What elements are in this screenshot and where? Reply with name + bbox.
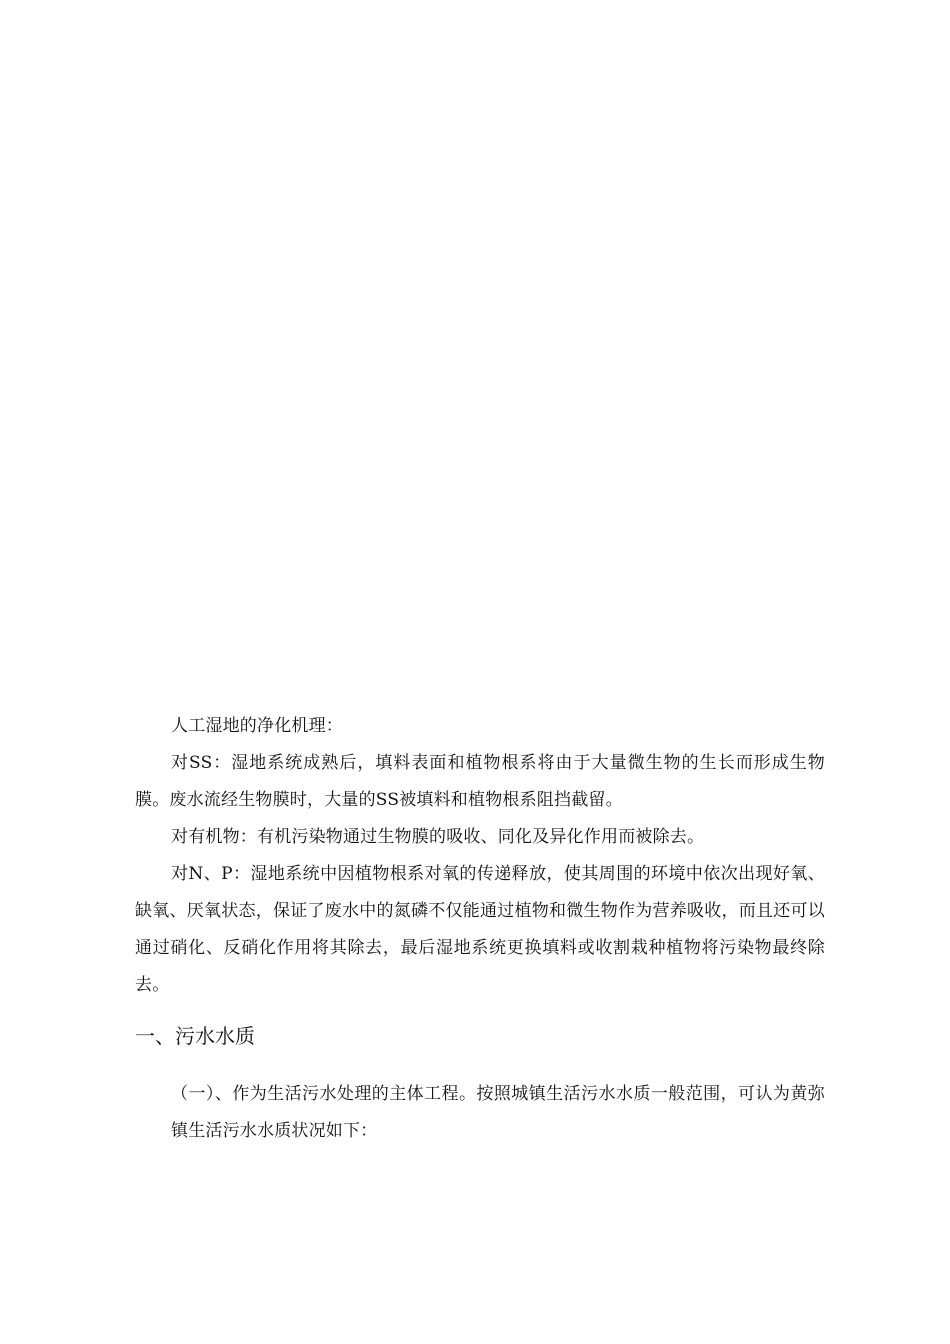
paragraph-mechanism-title: 人工湿地的净化机理： xyxy=(171,716,343,736)
paragraph-np: 对N、P：湿地系统中因植物根系对氧的传递释放，使其周围的环境中依次出现好氧、缺氧、厌氧状态，保证了废水中的氮磷不仅能通过植物和微生物作为营养吸收，而且还可以通过硝化、反硝化作用将其除去，最后湿地系统更换填料或收割栽种植物将污染物最终除去。 xyxy=(135,864,825,995)
paragraph-organics: 对有机物：有机污染物通过生物膜的吸收、同化及异化作用而被除去。 xyxy=(171,827,705,847)
document-body xyxy=(135,708,825,1150)
paragraph-ss: 对SS：湿地系统成熟后，填料表面和植物根系将由于大量微生物的生长而形成生物膜。废水流经生物膜时，大量的SS被填料和植物根系阻挡截留。 xyxy=(135,753,825,810)
section-heading: 一、污水水质 xyxy=(135,1024,255,1048)
subsection-paragraph: （一）、作为生活污水处理的主体工程。按照城镇生活污水水质一般范围，可认为黄弥镇生活污水水质状况如下： xyxy=(171,1084,825,1141)
